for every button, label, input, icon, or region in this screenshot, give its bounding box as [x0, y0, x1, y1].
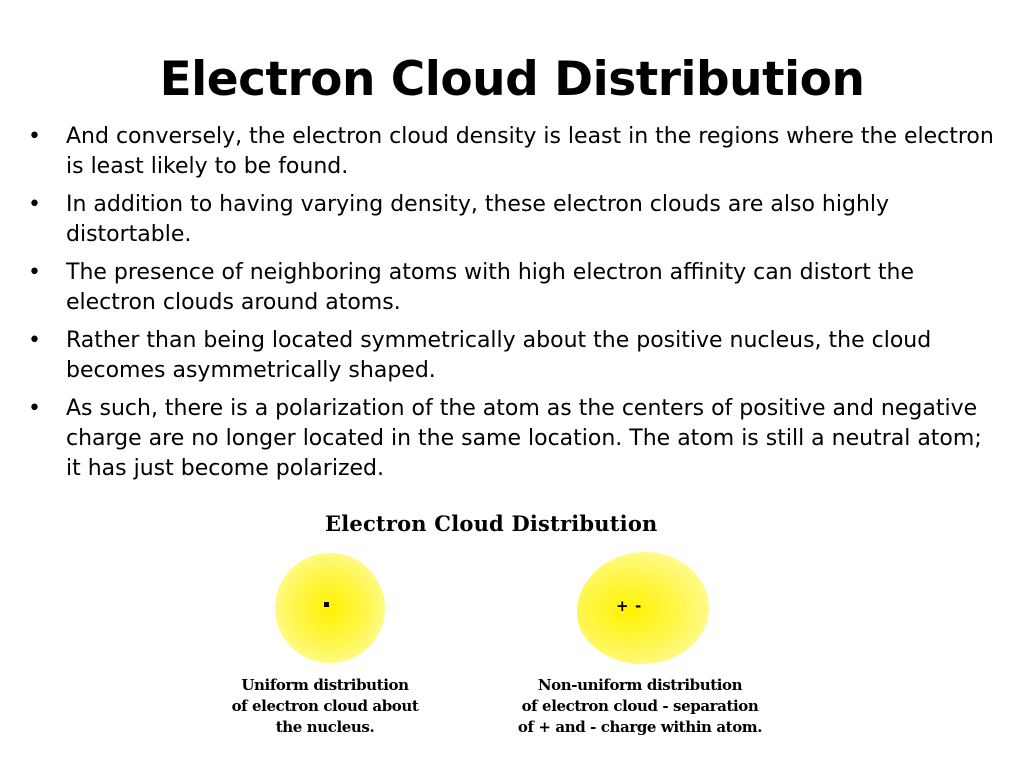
bullet-marker: •	[28, 260, 41, 285]
bullet-list	[28, 122, 1003, 492]
uniform-electron-cloud	[275, 553, 385, 663]
bullet-text: In addition to having varying density, these electron clouds are also highly distortable.	[66, 192, 890, 247]
bullet-marker: •	[28, 192, 41, 217]
bullet-text: The presence of neighboring atoms with high electron affinity can distort the electron clouds around atoms.	[66, 260, 915, 315]
bullet-marker: •	[28, 328, 41, 353]
electron-cloud-figure	[225, 505, 795, 745]
bullet-item	[28, 394, 1003, 484]
caption-line: Non-uniform distribution	[537, 676, 743, 694]
nonuniform-caption	[505, 675, 775, 738]
uniform-caption	[225, 675, 425, 738]
nonuniform-electron-cloud	[577, 552, 709, 664]
bullet-text: Rather than being located symmetrically about the positive nucleus, the cloud becomes asymmetrically shaped.	[66, 328, 932, 383]
bullet-item	[28, 122, 1003, 182]
slide-title: Electron Cloud Distribution	[159, 52, 865, 107]
caption-line: of + and - charge within atom.	[517, 718, 763, 736]
bullet-item	[28, 326, 1003, 386]
figure-title: Electron Cloud Distribution	[325, 511, 658, 536]
positive-charge-label: +	[616, 597, 629, 615]
negative-charge-label: -	[635, 597, 642, 615]
bullet-text: And conversely, the electron cloud density is least in the regions where the electron is least likely to be found.	[66, 124, 994, 179]
nucleus-dot	[324, 602, 329, 607]
caption-line: of electron cloud about	[231, 697, 419, 715]
bullet-marker: •	[28, 396, 41, 421]
bullet-text: As such, there is a polarization of the atom as the centers of positive and negative charge are no longer located in the same location. The atom is still a neutral atom; it has just become polarized.	[66, 396, 982, 481]
caption-line: the nucleus.	[275, 718, 375, 736]
bullet-item	[28, 190, 1003, 250]
caption-line: of electron cloud - separation	[521, 697, 759, 715]
caption-line: Uniform distribution	[241, 676, 409, 694]
bullet-marker: •	[28, 124, 41, 149]
bullet-item	[28, 258, 1003, 318]
